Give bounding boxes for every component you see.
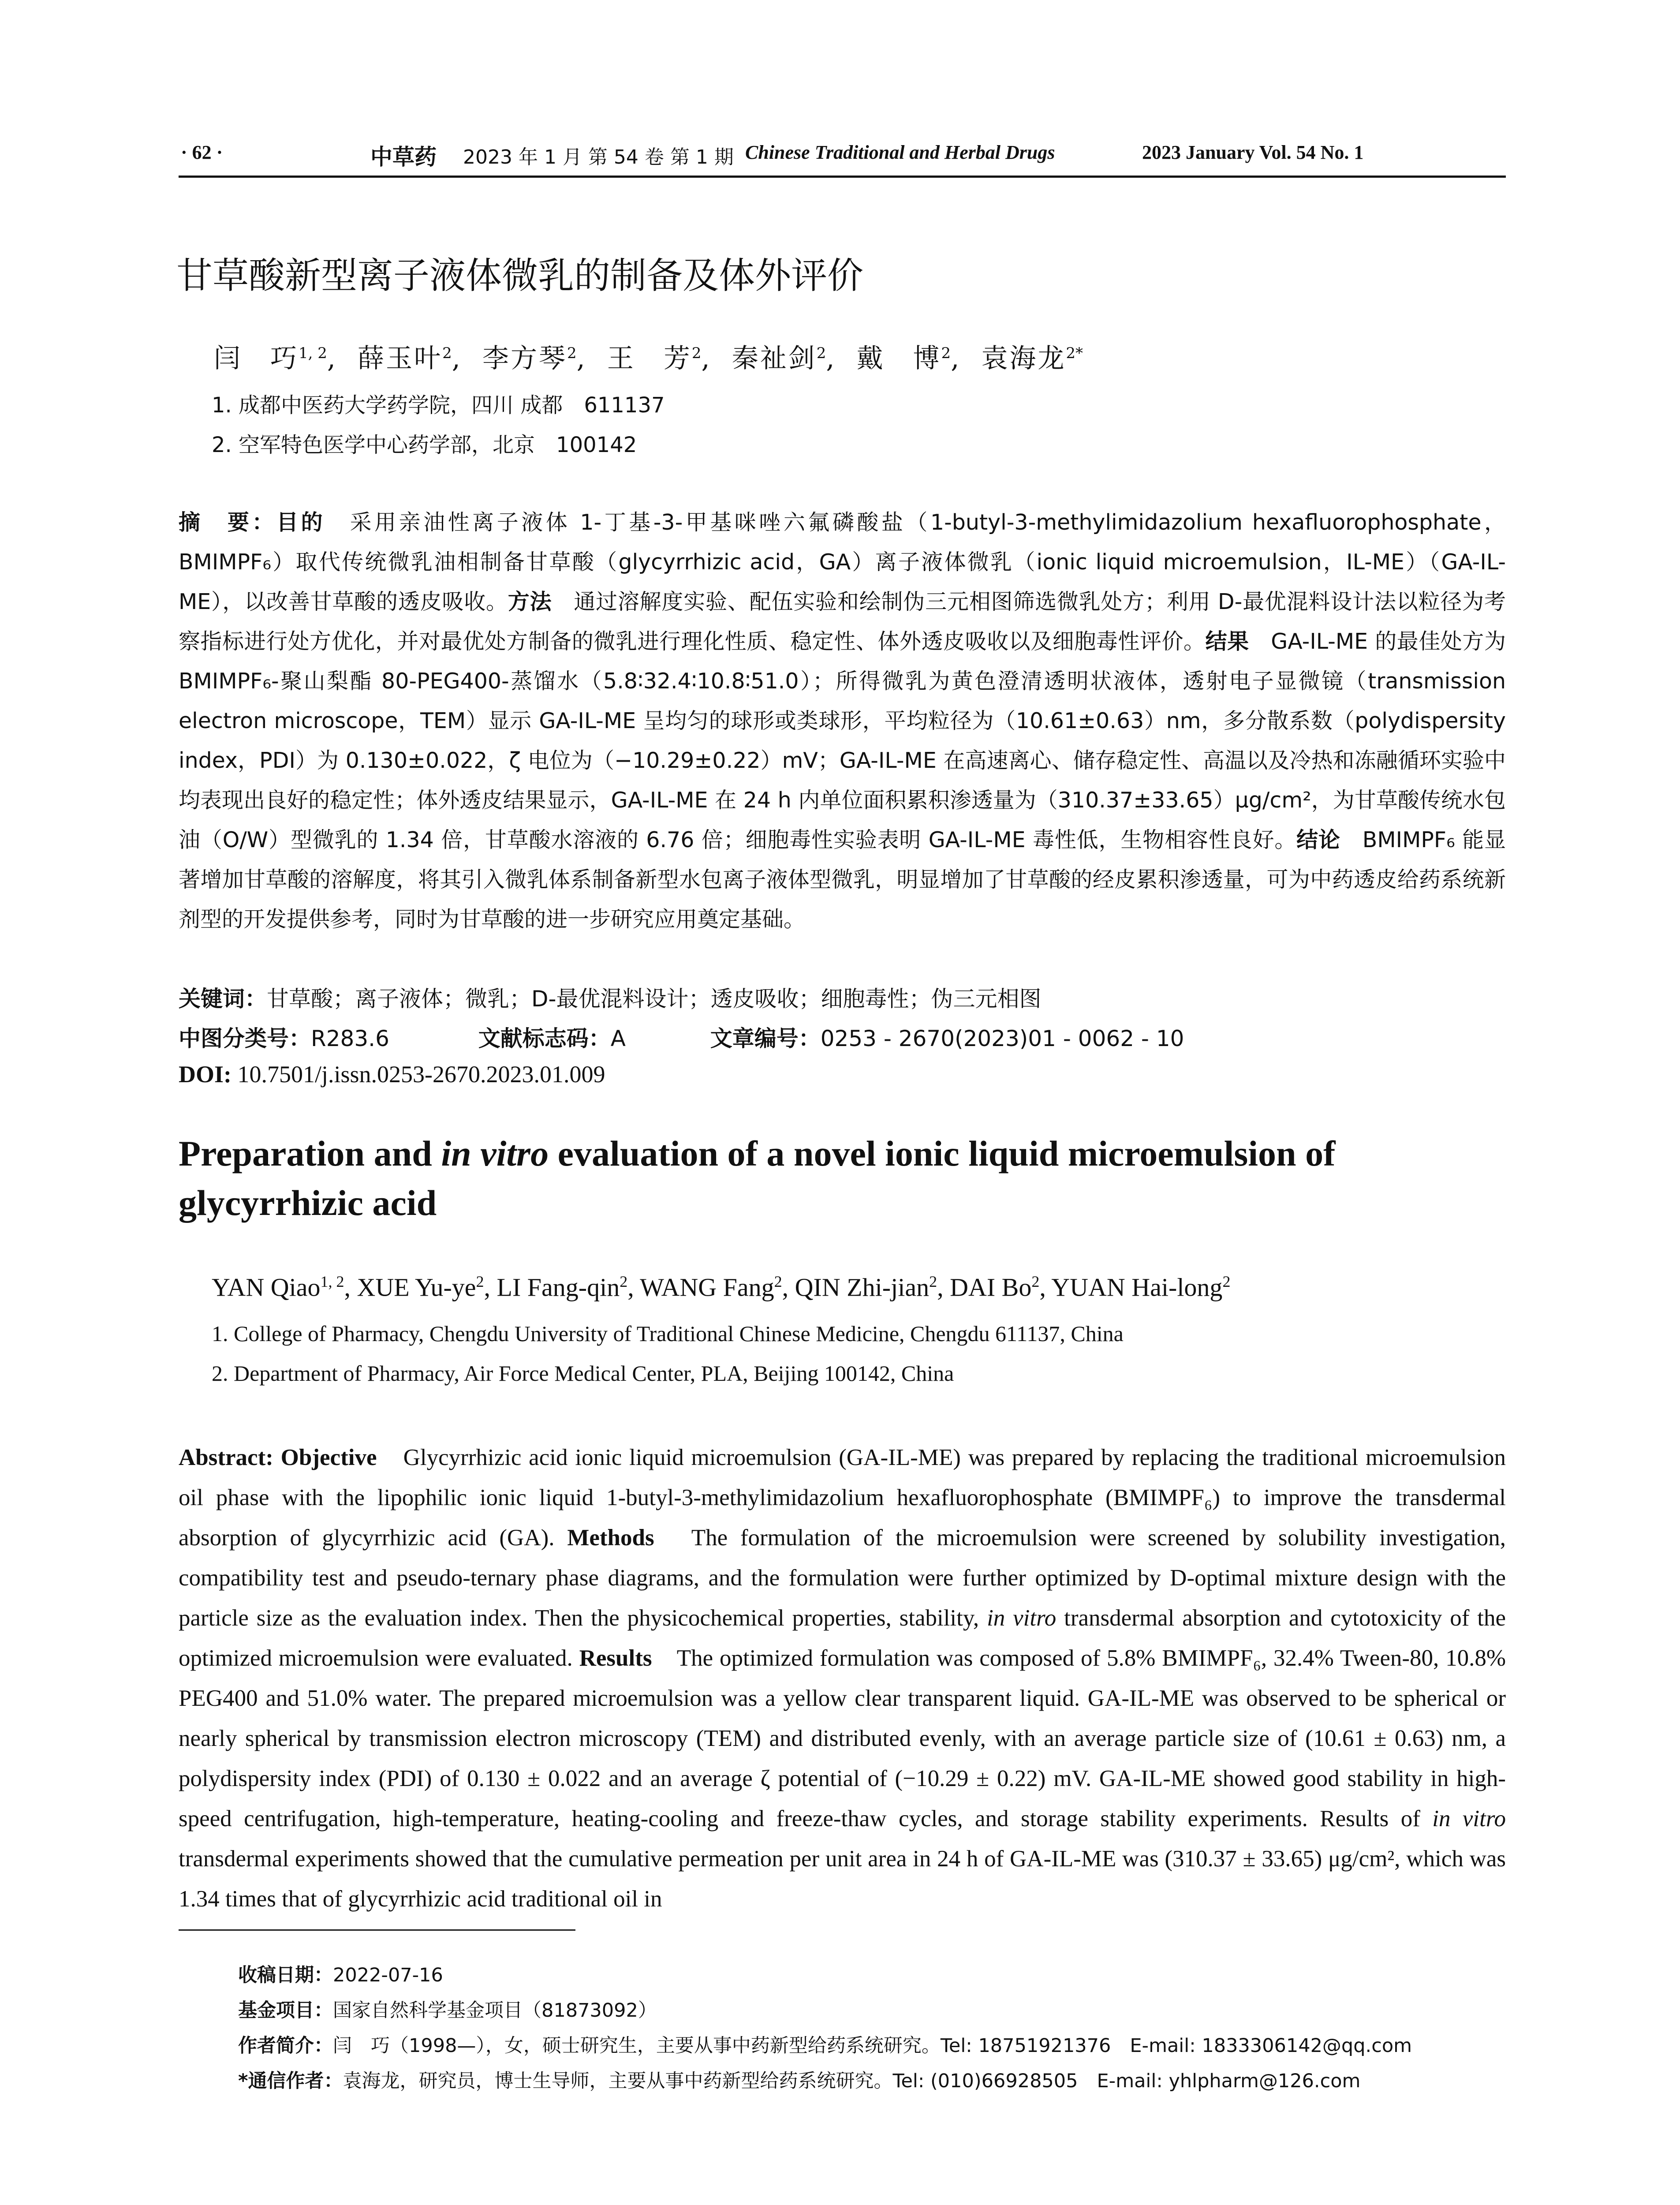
- corresponding-text: 袁海龙，研究员，博士生导师，主要从事中药新型给药系统研究。Tel: (010)66928505 E-mail: yhlpharm@126.com: [343, 2070, 1361, 2092]
- authors-cn: 闫 巧$^{1, 2}$, 薛玉叶$^2$, 李方琴$^2$, 王 芳$^2$, 秦祉剑$^2$, 戴 博$^2$, 袁海龙$^{2*}$: [214, 343, 1083, 374]
- author-cn: 李方琴: [482, 343, 567, 374]
- authors-en: YAN Qiao$^{1, 2}$, XUE $Yu-ye^2$, LI Fang-qin$^2$, WANG Fang$^2$, QIN Zhi-jian$^2$, DAI Bo$^2$, YUAN Hai-long$^2$: [212, 1273, 1231, 1302]
- methods-text-en-a: The formulation of the microemulsion were screened by solubility investigation, compatibility test and pseudo-ternary phase diagrams, and the formulation were further optimized by D-optimal mixture design with the particle size as the evaluation index. Then the physicochemical properties, stability,: [179, 1525, 1506, 1631]
- doi-value: 10.7501/j.issn.0253-2670.2023.01.009: [231, 1061, 605, 1088]
- conclusion-label-cn: 结论: [1296, 827, 1340, 852]
- author-affil-sup: 2: [816, 344, 826, 362]
- author-affil-sup: 2: [567, 344, 577, 362]
- methods-label-cn: 方法: [508, 589, 552, 614]
- author-affil-sup: 2: [476, 1273, 484, 1290]
- author-cn: 薛玉叶: [358, 343, 443, 374]
- page-number: · 62 ·: [181, 142, 223, 163]
- clc-label: 中图分类号：: [179, 1026, 311, 1051]
- classification-line: [179, 1021, 1184, 1053]
- author-affil-sup: 2: [620, 1273, 628, 1290]
- keywords-label: 关键词：: [179, 986, 267, 1012]
- doi-line: [179, 1061, 605, 1088]
- methods-text-cn: 通过溶解度实验、配伍实验和绘制伪三元相图筛选微乳处方；利用 D-最优混料设计法以粒径为考察指标进行处方优化，并对最优处方制备的微乳进行理化性质、稳定性、体外透皮吸收以及细胞毒性评价。: [179, 589, 1506, 654]
- received-label: 收稿日期：: [238, 1964, 333, 1986]
- author-en: WANG Fang: [640, 1273, 774, 1302]
- author-en: QIN Zhi-jian: [795, 1273, 930, 1302]
- objective-label-cn: 目的: [276, 510, 326, 535]
- author-affil-sup: 1, 2: [320, 1273, 344, 1290]
- author-cn: 王 芳: [607, 343, 692, 374]
- results-text-en-a: The optimized formulation was composed of 5.8% BMIMPF₆, 32.4% Tween-80, 10.8% PEG400 and 51.0% water. The prepared microemulsion was a yellow clear transparent liquid. GA-IL-ME was observed to be spherical or nearly spherical by transmission electron microscopy (TEM) and distributed evenly, with an average particle size of (10.61 ± 0.63) nm, a polydispersity index (PDI) of 0.130 ± 0.022 and an average ζ potential of (−10.29 ± 0.22) mV. GA-IL-ME showed good stability in high-speed centrifugation, high-temperature, heating-cooling and freeze-thaw cycles, and storage stability experiments. Results of: [179, 1645, 1506, 1831]
- author-cn: 戴 博: [856, 343, 941, 374]
- header-rule: [179, 176, 1506, 178]
- article-number-label: 文章编号：: [710, 1026, 821, 1051]
- author-affil-sup: 2: [1222, 1273, 1231, 1290]
- methods-text-en-b: transdermal absorption and cytotoxicity of the optimized microemulsion were evaluated.: [179, 1605, 1506, 1671]
- title-cn: 甘草酸新型离子液体微乳的制备及体外评价: [176, 255, 864, 297]
- fund-text: 国家自然科学基金项目（81873092）: [333, 1999, 657, 2022]
- author-cn: 袁海龙: [981, 343, 1066, 374]
- keywords-line: [179, 981, 1042, 1013]
- results-label-cn: 结果: [1205, 629, 1249, 654]
- doccode-label: 文献标志码：: [478, 1026, 611, 1051]
- abstract-cn: [179, 503, 1506, 939]
- affiliation-cn-2: 2. 空军特色医学中心药学部，北京 100142: [212, 433, 637, 457]
- corresponding-label: *通信作者：: [238, 2070, 343, 2092]
- author-cn: 闫 巧: [214, 343, 299, 374]
- author-affil-sup: 2*: [1066, 344, 1083, 362]
- conclusion-text-cn: BMIMPF₆ 能显著增加甘草酸的溶解度，将其引入微乳体系制备新型水包离子液体型微乳，明显增加了甘草酸的经皮累积渗透量，可为中药透皮给药系统新剂型的开发提供参考，同时为甘草酸的进一步研究应用奠定基础。: [179, 827, 1506, 932]
- author-en: YAN Qiao: [212, 1273, 321, 1302]
- author-affil-sup: 2: [442, 344, 452, 362]
- results-text-en-b: transdermal experiments showed that the cumulative permeation per unit area in 24 h of GA-IL-ME was (310.37 ± 33.65) μg/cm², which was 1.34 times that of glycyrrhizic acid traditional oil in: [179, 1846, 1506, 1912]
- affiliation-cn-1: 1. 成都中医药大学药学院，四川 成都 611137: [212, 393, 665, 418]
- issue-cn: 2023 年 1 月 第 54 卷 第 1 期: [463, 146, 734, 168]
- clc-value: R283.6: [311, 1026, 389, 1051]
- objective-text-cn: 采用亲油性离子液体 1-丁基-3-甲基咪唑六氟磷酸盐（1-butyl-3-methylimidazolium hexafluorophosphate，BMIMPF₆）取代传统微乳油相制备甘草酸（glycyrrhizic acid，GA）离子液体微乳（ionic liquid microemulsion，IL-ME）（GA-IL-ME），以改善甘草酸的透皮吸收。: [179, 510, 1506, 614]
- footnote-author: [238, 2031, 1412, 2058]
- article-number-value: 0253 - 2670(2023)01 - 0062 - 10: [820, 1026, 1184, 1051]
- footnote-corresponding: [238, 2066, 1360, 2093]
- methods-label-en: Methods: [567, 1525, 654, 1551]
- author-en: YUAN Hai-long: [1051, 1273, 1223, 1302]
- author-bio-label: 作者简介：: [238, 2035, 333, 2057]
- title-en-part1: Preparation and: [179, 1133, 441, 1174]
- author-bio-text: 闫 巧（1998—），女，硕士研究生，主要从事中药新型给药系统研究。Tel: 18751921376 E-mail: 1833306142@qq.com: [333, 2035, 1412, 2057]
- author-affil-sup: 2: [941, 344, 951, 362]
- footnote-received: [238, 1960, 443, 1987]
- affiliation-en-2: 2. Department of Pharmacy, Air Force Medical Center, PLA, Beijing 100142, China: [212, 1361, 954, 1386]
- methods-italic-en: in vitro: [987, 1605, 1057, 1631]
- author-affil-sup: 2: [929, 1273, 937, 1290]
- abstract-label-cn: 摘 要：: [179, 510, 277, 535]
- footnote-fund: [238, 1996, 657, 2022]
- fund-label: 基金项目：: [238, 1999, 333, 2022]
- author-en: XUE Yu-ye: [357, 1273, 476, 1302]
- abstract-en: [179, 1438, 1506, 1919]
- doi-label: DOI:: [179, 1061, 231, 1088]
- footnote-rule: [179, 1929, 575, 1931]
- received-date: 2022-07-16: [333, 1964, 443, 1986]
- objective-text-en: Glycyrrhizic acid ionic liquid microemulsion (GA-IL-ME) was prepared by replacing the traditional microemulsion oil phase with the lipophilic ionic liquid 1-butyl-3-methylimidazolium hexafluorophosphate (BMIMPF₆) to improve the transdermal absorption of glycyrrhizic acid (GA).: [179, 1445, 1506, 1551]
- author-en: LI Fang-qin: [497, 1273, 620, 1302]
- journal-name-en: Chinese Traditional and Herbal Drugs: [745, 142, 1055, 163]
- journal-name-cn: 中草药: [370, 144, 437, 170]
- author-affil-sup: 2: [774, 1273, 782, 1290]
- results-text-cn: GA-IL-ME 的最佳处方为 BMIMPF₆-聚山梨酯 80-PEG400-蒸馏水（5.8∶32.4∶10.8∶51.0）；所得微乳为黄色澄清透明状液体，透射电子显微镜（transmission electron microscope，TEM）显示 GA-IL-ME 呈均匀的球形或类球形，平均粒径为（10.61±0.63）nm，多分散系数（polydispersity index，PDI）为 0.130±0.022，ζ 电位为（−10.29±0.22）mV；GA-IL-ME 在高速离心、储存稳定性、高温以及冷热和冻融循环实验中均表现出良好的稳定性；体外透皮结果显示，GA-IL-ME 在 24 h 内单位面积累积渗透量为（310.37±33.65）μg/cm²，为甘草酸传统水包油（O/W）型微乳的 1.34 倍，甘草酸水溶液的 6.76 倍；细胞毒性实验表明 GA-IL-ME 毒性低，生物相容性良好。: [179, 629, 1506, 852]
- results-italic-en: in vitro: [1432, 1806, 1506, 1831]
- abstract-label-en: Abstract: Objective: [179, 1445, 377, 1470]
- issue-en: 2023 January Vol. 54 No. 1: [1142, 142, 1364, 163]
- author-affil-sup: 2: [1031, 1273, 1040, 1290]
- author-affil-sup: 1, 2: [299, 344, 327, 362]
- title-en-italic: in vitro: [441, 1133, 549, 1174]
- doccode-value: A: [610, 1026, 626, 1051]
- keywords-text: 甘草酸；离子液体；微乳；D-最优混料设计；透皮吸收；细胞毒性；伪三元相图: [267, 986, 1042, 1012]
- author-affil-sup: 2: [691, 344, 702, 362]
- title-en-part2: evaluation of a novel ionic liquid microemulsion of glycyrrhizic acid: [179, 1133, 1336, 1223]
- author-cn: 秦祉剑: [732, 343, 817, 374]
- results-label-en: Results: [579, 1645, 652, 1671]
- title-en: [179, 1129, 1506, 1228]
- affiliation-en-1: 1. College of Pharmacy, Chengdu University of Traditional Chinese Medicine, Chengdu 611137, China: [212, 1321, 1124, 1346]
- author-en: DAI Bo: [950, 1273, 1032, 1302]
- running-header: [181, 141, 1506, 172]
